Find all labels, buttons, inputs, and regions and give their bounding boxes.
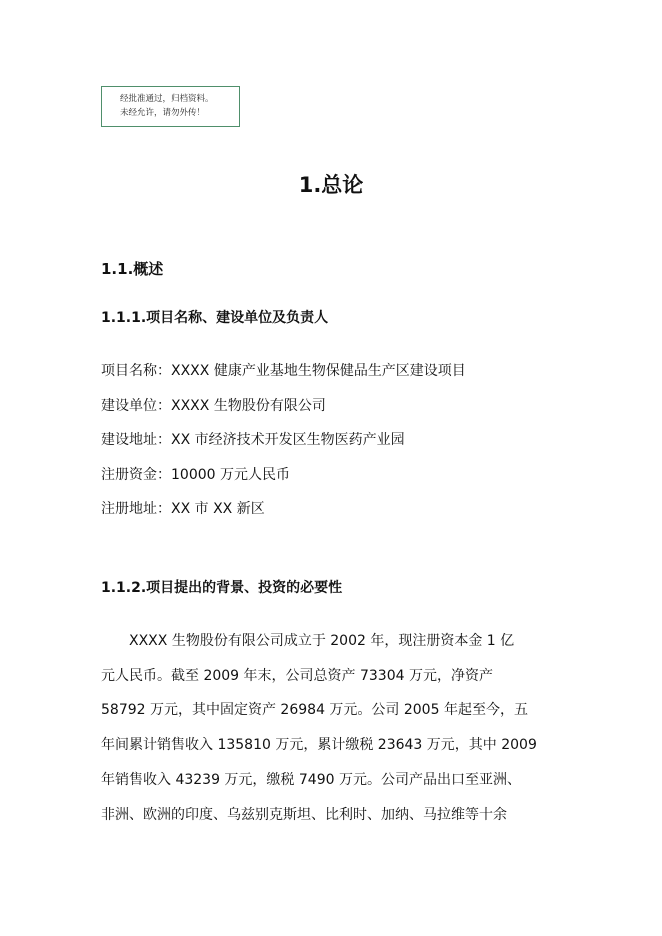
project-info-list bbox=[101, 354, 466, 527]
build-address-row: 建设地址：XX 市经济技术开发区生物医药产业园 bbox=[101, 432, 405, 448]
chapter-title: 1.总论 bbox=[298, 173, 364, 197]
notice-line-2: 未经允许，请勿外传！ bbox=[120, 108, 206, 118]
registered-address-row: 注册地址：XX 市 XX 新区 bbox=[101, 501, 265, 517]
subsection-2-title: 1.1.2.项目提出的背景、投资的必要性 bbox=[101, 580, 343, 596]
paragraph-line: 非洲、欧洲的印度、乌兹别克斯坦、比利时、加纳、马拉维等十余 bbox=[101, 806, 507, 823]
paragraph-line: XXXX 生物股份有限公司成立于 2002 年，现注册资本金 1 亿 bbox=[129, 633, 515, 649]
subsection-1-title: 1.1.1.项目名称、建设单位及负责人 bbox=[101, 310, 329, 326]
paragraph-line: 年销售收入 43239 万元，缴税 7490 万元。公司产品出口至亚洲、 bbox=[101, 771, 521, 788]
paragraph-line: 元人民币。截至 2009 年末，公司总资产 73304 万元，净资产 bbox=[101, 667, 493, 684]
section-title: 1.1.概述 bbox=[101, 260, 164, 278]
background-paragraph bbox=[101, 624, 563, 832]
registered-capital-row: 注册资金：10000 万元人民币 bbox=[101, 466, 290, 483]
notice-line-1: 经批准通过，归档资料。 bbox=[120, 94, 214, 104]
project-name-row: 项目名称：XXXX 健康产业基地生物保健品生产区建设项目 bbox=[101, 363, 466, 379]
paragraph-line: 58792 万元，其中固定资产 26984 万元。公司 2005 年起至今，五 bbox=[101, 702, 528, 719]
approval-notice-box bbox=[101, 86, 240, 127]
paragraph-line: 年间累计销售收入 135810 万元，累计缴税 23643 万元，其中 2009 bbox=[101, 737, 537, 754]
builder-row: 建设单位：XXXX 生物股份有限公司 bbox=[101, 397, 326, 414]
